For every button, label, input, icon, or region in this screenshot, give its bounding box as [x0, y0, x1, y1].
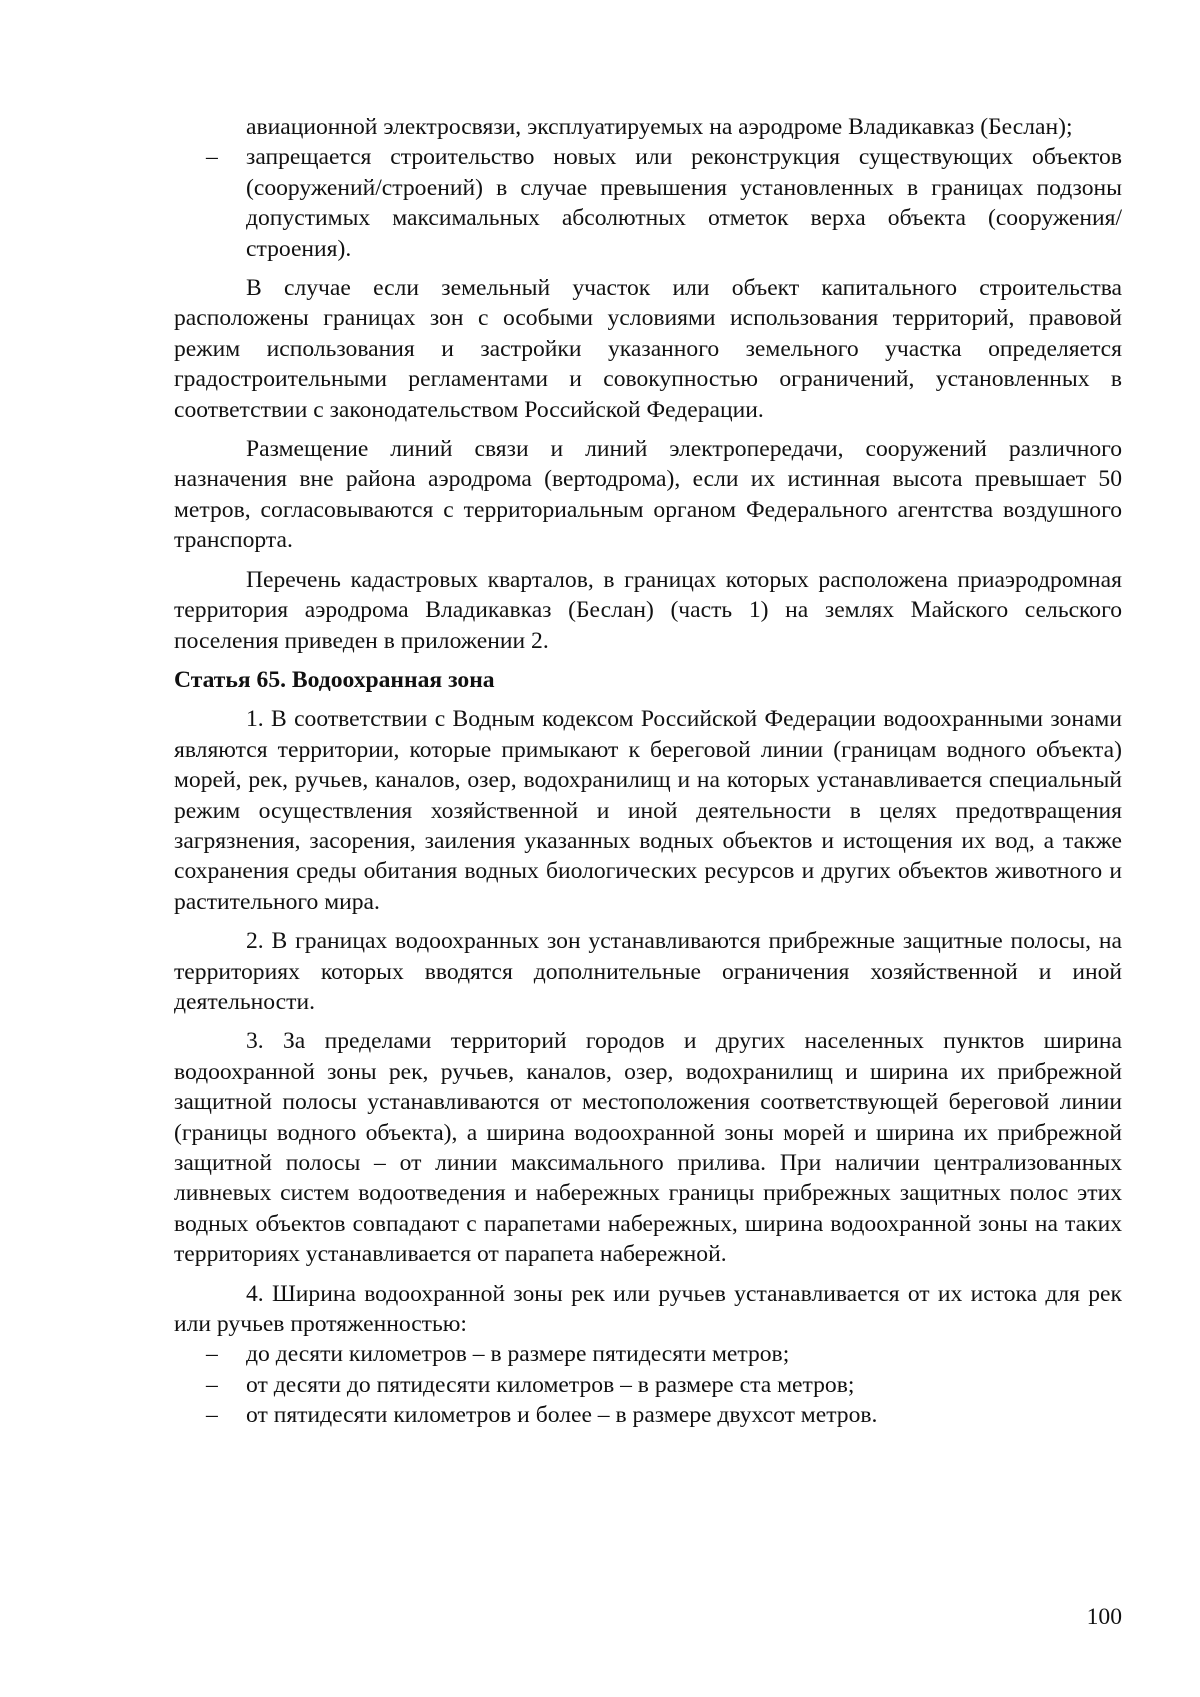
page-number: 100 [1086, 1604, 1122, 1630]
paragraph: В случае если земельный участок или объект капитального строительства расположены границах зон с особыми условиями использования территорий, правовой режим использования и застройки указанного земельного участка определяется градостроительными регламентами и совокупностью ограничений, установленных в соответствии с законодательством Российской Федерации. [174, 275, 1122, 423]
list-item-text: от пятидесяти километров и более – в размере двухсот метров. [246, 1402, 878, 1429]
paragraph: 4. Ширина водоохранной зоны рек или ручьев устанавливается от их истока для рек или ручьев протяженностью: [174, 1280, 1122, 1338]
dash-bullet: – [206, 1402, 218, 1429]
list-item [174, 1370, 1122, 1400]
list-item [174, 142, 1122, 264]
document-page [174, 112, 1122, 1431]
list-item [174, 1339, 1122, 1369]
list-item-text: до десяти километров – в размере пятидесяти метров; [246, 1341, 790, 1368]
paragraph: 1. В соответствии с Водным кодексом Российской Федерации водоохранными зонами являются территории, которые примыкают к береговой линии (границам водного объекта) морей, рек, ручьев, каналов, озер, водохранилищ и на которых устанавливается специальный режим осуществления хозяйственной и иной деятельности в целях предотвращения загрязнения, засорения, заиления указанных водных объектов и истощения их вод, а также сохранения среды обитания водных биологических ресурсов и других объектов животного и растительного мира. [174, 706, 1122, 915]
paragraph: Размещение линий связи и линий электропередачи, сооружений различного назначения вне района аэродрома (вертодрома), если их истинная высота превышает 50 метров, согласовываются с территориальным органом Федерального агентства воздушного транспорта. [174, 436, 1122, 554]
dash-bullet: – [206, 144, 218, 171]
dash-bullet: – [206, 1371, 218, 1398]
paragraph: 3. За пределами территорий городов и других населенных пунктов ширина водоохранной зоны рек, ручьев, каналов, озер, водохранилищ и ширина их прибрежной защитной полосы устанавливаются от местоположения соответствующей береговой линии (границы водного объекта), а ширина водоохранной зоны морей и ширина их прибрежной защитной полосы – от линии максимального прилива. При наличии централизованных ливневых систем водоотведения и набережных границы прибрежных защитных полос этих водных объектов совпадают с парапетами набережных, ширина водоохранной зоны на таких территориях устанавливается от парапета набережной. [174, 1028, 1122, 1268]
paragraph: 2. В границах водоохранных зон устанавливаются прибрежные защитные полосы, на территориях которых вводятся дополнительные ограничения хозяйственной и иной деятельности. [174, 928, 1122, 1015]
dash-bullet: – [206, 1341, 218, 1368]
continuation-text: авиационной электросвязи, эксплуатируемых на аэродроме Владикавказ (Беслан); [246, 114, 1073, 140]
list-item-text: запрещается строительство новых или реконструкция существующих объектов (сооружений/строений) в случае превышения установленных в границах подзоны допустимых максимальных абсолютных отметок верха объекта (сооружения/строения). [246, 144, 1122, 262]
list-item [174, 1400, 1122, 1430]
list-item-text: от десяти до пятидесяти километров – в размере ста метров; [246, 1371, 855, 1398]
paragraph: Перечень кадастровых кварталов, в границах которых расположена приаэродромная территория аэродрома Владикавказ (Беслан) (часть 1) на землях Майского сельского поселения приведен в приложении 2. [174, 566, 1122, 654]
article-heading: Статья 65. Водоохранная зона [174, 666, 495, 693]
